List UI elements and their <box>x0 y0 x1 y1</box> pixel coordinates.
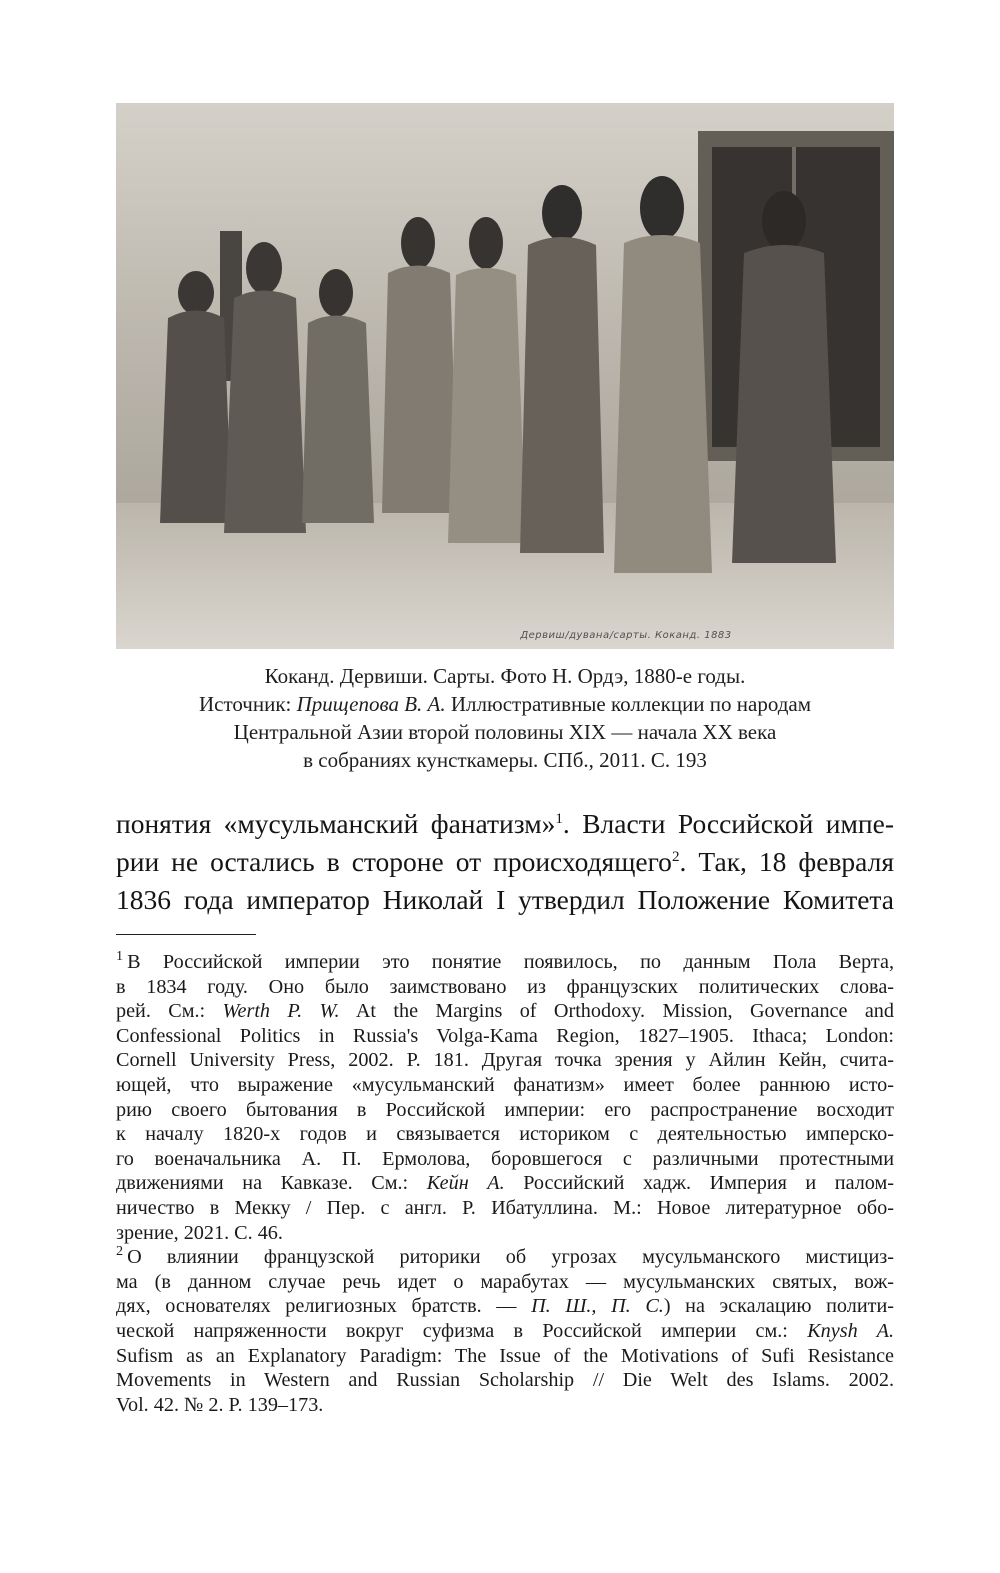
footnote-line: дях, основателях религиозных братств. — П. Ш., П. С.) на эскалацию полити- <box>116 1295 894 1318</box>
footnote-ref: 1 <box>555 810 563 827</box>
historical-photograph <box>116 103 894 649</box>
photograph-image <box>116 103 894 649</box>
body-text <box>116 805 894 919</box>
footnote-line: Vol. 42. № 2. P. 139–173. <box>116 1393 324 1416</box>
footnote-line: зрение, 2021. С. 46. <box>116 1221 283 1244</box>
footnote-line: Confessional Politics in Russia's Volga-Kama Region, 1827–1905. Ithaca; London: <box>116 1024 894 1047</box>
photo-inscription: Дервиш/дувана/сарты. Коканд. 1883 <box>520 630 732 641</box>
footnote-line: рию своего бытования в Российской империи: его распространение восходит <box>116 1098 894 1121</box>
footnote-line: Cornell University Press, 2002. P. 181. Другая точка зрения у Айлин Кейн, счита- <box>116 1049 894 1072</box>
footnote-number: 1 <box>116 948 124 965</box>
photo-caption <box>116 662 894 774</box>
footnote-number: 2 <box>116 1243 124 1260</box>
footnotes <box>116 950 894 1417</box>
footnote-line: Sufism as an Explanatory Paradigm: The Issue of the Motivations of Sufi Resistance <box>116 1344 894 1367</box>
caption-line: Центральной Азии второй половины XIX — начала XX века <box>233 720 777 744</box>
footnote-line: Movements in Western and Russian Scholarship // Die Welt des Islams. 2002. <box>116 1369 894 1392</box>
footnote-1: $^1$ В Российской империи это понятие появилось, по данным Пола Верта, <box>116 948 894 973</box>
footnote-line: ющей, что выражение «мусульманский фанатизм» имеет более раннюю исто- <box>116 1073 894 1096</box>
footnote-line: рей. См.: Werth P. W. At the Margins of Orthodoxy. Mission, Governance and <box>116 1000 894 1023</box>
caption-author: Прищепова В. А. <box>296 692 446 716</box>
footnote-separator <box>116 934 256 935</box>
body-line: понятия «мусульманский фанатизм»$^1$. Власти Российской импе- <box>116 808 894 839</box>
caption-line: Коканд. Дервиши. Сарты. Фото Н. Ордэ, 1880-е годы. <box>264 664 746 688</box>
footnote-line: движениями на Кавказе. См.: Кейн А. Российский хадж. Империя и палом- <box>116 1172 895 1195</box>
caption-line: в собраниях кунсткамеры. СПб., 2011. С. 193 <box>303 748 707 772</box>
footnote-ref: 2 <box>671 848 680 865</box>
body-line: рии не остались в стороне от происходящего$^2$. Так, 18 февраля <box>116 846 894 877</box>
footnote-2: $^2$ О влиянии французской риторики об угрозах мусульманского мистициз- <box>116 1243 894 1269</box>
footnote-line: ма (в данном случае речь идет о марабутах — мусульманских святых, вож- <box>116 1270 894 1293</box>
footnote-line: ческой напряженности вокруг суфизма в Российской империи см.: Knysh A. <box>116 1319 894 1342</box>
footnote-line: в 1834 году. Оно было заимствовано из французских политических слова- <box>116 975 894 998</box>
footnote-line: к началу 1820-х годов и связывается историком с деятельностью имперско- <box>116 1123 894 1146</box>
body-line: 1836 года император Николай I утвердил Положение Комитета <box>116 884 894 915</box>
caption-line: Источник: Прищепова В. А. Иллюстративные коллекции по народам <box>198 692 812 716</box>
footnote-line: го военачальника А. П. Ермолова, боровшегося с различными протестными <box>116 1147 894 1170</box>
footnote-line: ничество в Мекку / Пер. с англ. Р. Ибатуллина. М.: Новое литературное обо- <box>116 1196 894 1219</box>
